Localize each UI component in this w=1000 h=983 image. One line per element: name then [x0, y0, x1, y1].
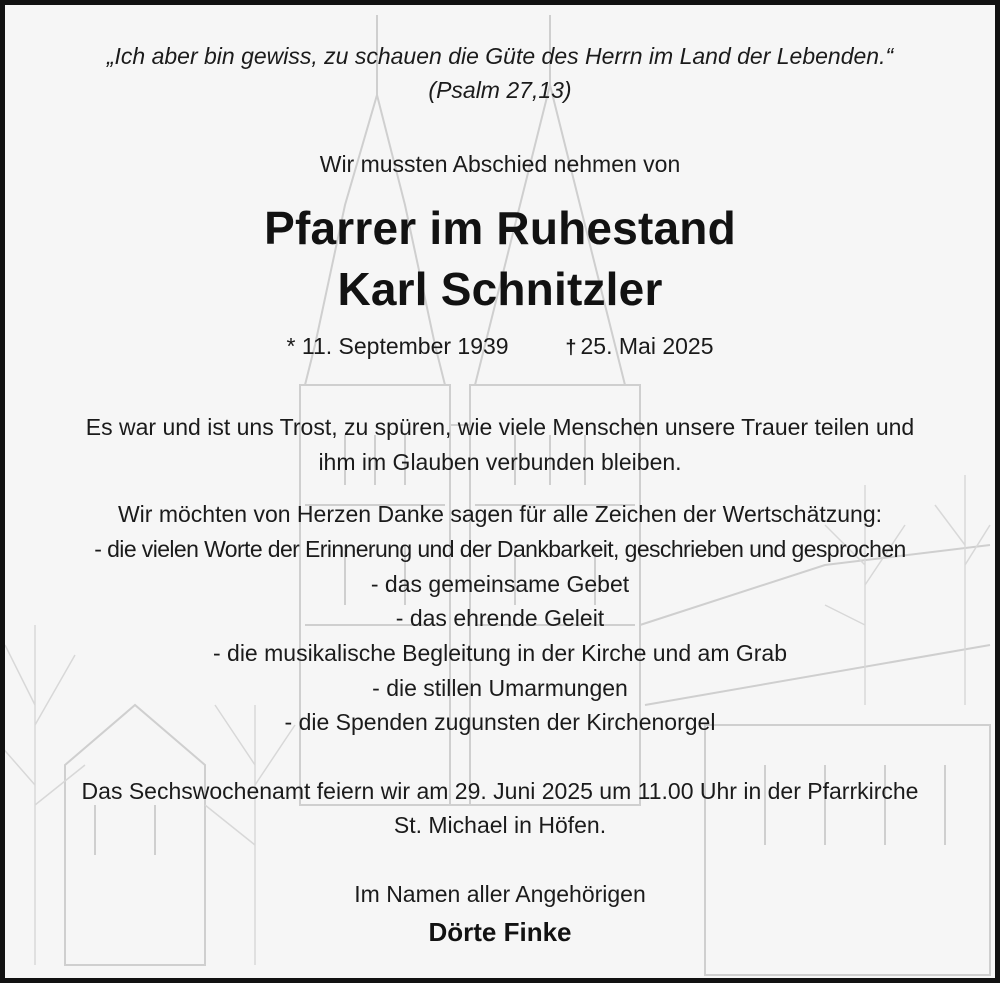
thanks-item: - das ehrende Geleit — [395, 605, 605, 631]
deceased-title: Pfarrer im Ruhestand — [264, 202, 736, 254]
died-date: 25. Mai 2025 — [580, 333, 714, 359]
thanks-item: - die stillen Umarmungen — [372, 675, 628, 701]
signature-name: Dörte Finke — [428, 917, 572, 947]
thanks-heading: Wir möchten von Herzen Danke sagen für alle Zeichen der Wertschätzung: — [117, 501, 883, 527]
thanks-item: - die vielen Worte der Erinnerung und der Dankbarkeit, geschrieben und gesprochen — [94, 536, 906, 562]
comfort-line-2: ihm im Glauben verbunden bleiben. — [318, 449, 682, 475]
life-dates — [5, 333, 995, 360]
motto-reference: (Psalm 27,13) — [428, 77, 572, 103]
born-date: 11. September 1939 — [301, 333, 509, 359]
deceased-name: Karl Schnitzler — [337, 263, 663, 315]
thanks-item: - das gemeinsame Gebet — [370, 571, 630, 597]
thanks-item: - die Spenden zugunsten der Kirchenorgel — [284, 709, 716, 735]
cross-icon: † — [565, 337, 577, 359]
born-symbol: * — [286, 333, 296, 359]
service-line-2: St. Michael in Höfen. — [393, 812, 607, 838]
on-behalf-text: Im Namen aller Angehörigen — [354, 881, 646, 907]
motto-quote: „Ich aber bin gewiss, zu schauen die Güte des Herrn im Land der Lebenden.“ — [106, 43, 894, 69]
comfort-line-1: Es war und ist uns Trost, zu spüren, wie viele Menschen unsere Trauer teilen und — [85, 414, 915, 440]
service-line-1: Das Sechswochenamt feiern wir am 29. Juni 2025 um 11.00 Uhr in der Pfarrkirche — [81, 778, 919, 804]
intro-text: Wir mussten Abschied nehmen von — [319, 151, 681, 177]
thanks-item: - die musikalische Begleitung in der Kirche und am Grab — [212, 640, 787, 666]
notice-content — [5, 5, 995, 978]
